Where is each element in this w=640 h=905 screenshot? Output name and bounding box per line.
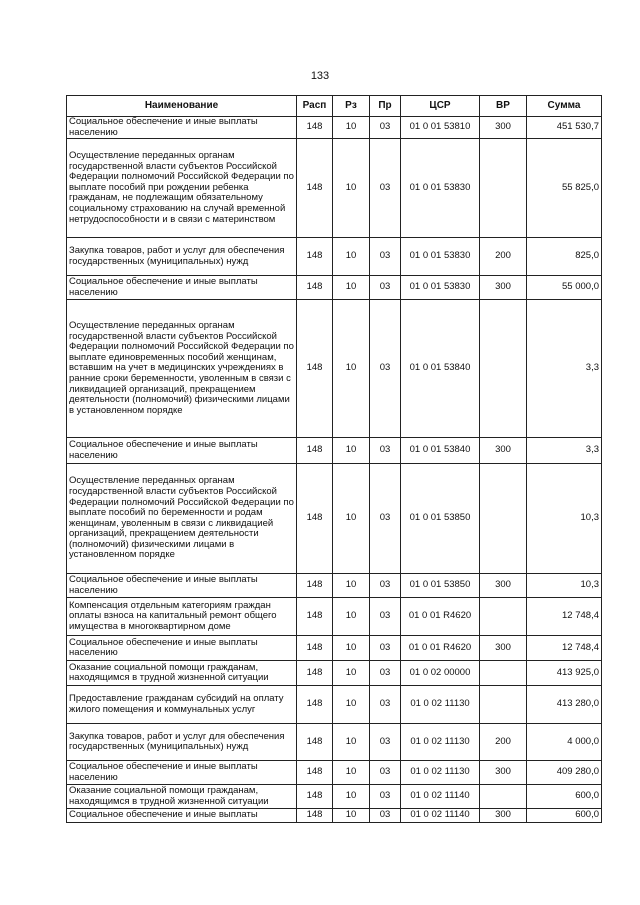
cell-vr: 300 bbox=[480, 761, 527, 785]
cell-csr: 01 0 01 53850 bbox=[401, 464, 480, 574]
table-row bbox=[67, 724, 602, 761]
cell-name: Социальное обеспечение и иные выплаты населению bbox=[67, 761, 297, 785]
table-row bbox=[67, 598, 602, 636]
cell-sum: 413 925,0 bbox=[527, 661, 602, 686]
table-row bbox=[67, 661, 602, 686]
cell-csr: 01 0 01 53840 bbox=[401, 438, 480, 464]
cell-csr: 01 0 01 53830 bbox=[401, 238, 480, 276]
cell-rasp: 148 bbox=[297, 117, 333, 139]
table-row bbox=[67, 574, 602, 598]
table-row bbox=[67, 438, 602, 464]
table-row bbox=[67, 761, 602, 785]
cell-pr: 03 bbox=[370, 724, 401, 761]
cell-rasp: 148 bbox=[297, 139, 333, 238]
cell-name: Социальное обеспечение и иные выплаты населению bbox=[67, 117, 297, 139]
cell-csr: 01 0 02 11130 bbox=[401, 686, 480, 724]
cell-rz: 10 bbox=[333, 761, 370, 785]
header-sum: Сумма bbox=[527, 96, 602, 117]
cell-csr: 01 0 02 11140 bbox=[401, 785, 480, 809]
cell-sum: 825,0 bbox=[527, 238, 602, 276]
cell-name: Социальное обеспечение и иные выплаты населению bbox=[67, 636, 297, 661]
cell-pr: 03 bbox=[370, 300, 401, 438]
cell-rz: 10 bbox=[333, 686, 370, 724]
table-row bbox=[67, 117, 602, 139]
cell-rasp: 148 bbox=[297, 724, 333, 761]
table-row bbox=[67, 464, 602, 574]
cell-pr: 03 bbox=[370, 761, 401, 785]
cell-sum: 3,3 bbox=[527, 438, 602, 464]
cell-csr: 01 0 02 11130 bbox=[401, 761, 480, 785]
header-pr: Пр bbox=[370, 96, 401, 117]
cell-vr: 300 bbox=[480, 276, 527, 300]
cell-rasp: 148 bbox=[297, 636, 333, 661]
cell-rz: 10 bbox=[333, 300, 370, 438]
cell-sum: 451 530,7 bbox=[527, 117, 602, 139]
cell-sum: 55 000,0 bbox=[527, 276, 602, 300]
cell-sum: 600,0 bbox=[527, 785, 602, 809]
cell-csr: 01 0 01 53830 bbox=[401, 139, 480, 238]
cell-sum: 12 748,4 bbox=[527, 636, 602, 661]
header-rasp: Расп bbox=[297, 96, 333, 117]
cell-csr: 01 0 01 R4620 bbox=[401, 598, 480, 636]
cell-rz: 10 bbox=[333, 724, 370, 761]
cell-name: Осуществление переданных органам государственной власти субъектов Российской Федерации полномочий Российской Федерации по выплате единовременных пособий женщинам, вставшим на учет в медицинских учреждениях в ранние сроки беременности, уволенным в связи с ликвидацией организаций, прекращением деятельности (полномочий) физическими лицами в установленном порядке bbox=[67, 300, 297, 438]
cell-sum: 4 000,0 bbox=[527, 724, 602, 761]
table-row bbox=[67, 809, 602, 823]
cell-pr: 03 bbox=[370, 139, 401, 238]
cell-pr: 03 bbox=[370, 464, 401, 574]
budget-table bbox=[66, 95, 602, 823]
cell-sum: 3,3 bbox=[527, 300, 602, 438]
cell-pr: 03 bbox=[370, 238, 401, 276]
cell-rz: 10 bbox=[333, 238, 370, 276]
cell-name: Социальное обеспечение и иные выплаты населению bbox=[67, 574, 297, 598]
cell-rasp: 148 bbox=[297, 686, 333, 724]
cell-sum: 10,3 bbox=[527, 574, 602, 598]
cell-pr: 03 bbox=[370, 574, 401, 598]
cell-csr: 01 0 02 11130 bbox=[401, 724, 480, 761]
header-vr: ВР bbox=[480, 96, 527, 117]
table-row bbox=[67, 300, 602, 438]
table-row bbox=[67, 785, 602, 809]
table-row bbox=[67, 686, 602, 724]
cell-vr bbox=[480, 464, 527, 574]
cell-rasp: 148 bbox=[297, 761, 333, 785]
header-name: Наименование bbox=[67, 96, 297, 117]
cell-pr: 03 bbox=[370, 636, 401, 661]
cell-pr: 03 bbox=[370, 661, 401, 686]
cell-name: Предоставление гражданам субсидий на оплату жилого помещения и коммунальных услуг bbox=[67, 686, 297, 724]
cell-name: Закупка товаров, работ и услуг для обеспечения государственных (муниципальных) нужд bbox=[67, 238, 297, 276]
cell-vr: 200 bbox=[480, 238, 527, 276]
cell-name: Осуществление переданных органам государственной власти субъектов Российской Федерации полномочий Российской Федерации по выплате пособий по беременности и родам женщинам, уволенным в связи с ликвидацией организаций, прекращением деятельности (полномочий) физическими лицами в установленном порядке bbox=[67, 464, 297, 574]
cell-vr: 300 bbox=[480, 636, 527, 661]
cell-csr: 01 0 02 11140 bbox=[401, 809, 480, 823]
cell-name: Оказание социальной помощи гражданам, находящимся в трудной жизненной ситуации bbox=[67, 661, 297, 686]
cell-name: Компенсация отдельным категориям граждан оплаты взноса на капитальный ремонт общего имущества в многоквартирном доме bbox=[67, 598, 297, 636]
cell-name: Социальное обеспечение и иные выплаты населению bbox=[67, 276, 297, 300]
cell-vr bbox=[480, 300, 527, 438]
table-row bbox=[67, 238, 602, 276]
header-rz: Рз bbox=[333, 96, 370, 117]
cell-vr bbox=[480, 785, 527, 809]
cell-vr bbox=[480, 686, 527, 724]
cell-rz: 10 bbox=[333, 809, 370, 823]
cell-rz: 10 bbox=[333, 139, 370, 238]
cell-name: Социальное обеспечение и иные выплаты bbox=[67, 809, 297, 823]
cell-rz: 10 bbox=[333, 598, 370, 636]
cell-rasp: 148 bbox=[297, 598, 333, 636]
cell-vr: 300 bbox=[480, 809, 527, 823]
cell-sum: 55 825,0 bbox=[527, 139, 602, 238]
cell-csr: 01 0 01 53840 bbox=[401, 300, 480, 438]
cell-vr: 300 bbox=[480, 117, 527, 139]
cell-name: Осуществление переданных органам государственной власти субъектов Российской Федерации полномочий Российской Федерации по выплате пособий при рождении ребенка гражданам, не подлежащим обязательному социальному страхованию на случай временной нетрудоспособности и в связи с материнством bbox=[67, 139, 297, 238]
cell-name: Оказание социальной помощи гражданам, находящимся в трудной жизненной ситуации bbox=[67, 785, 297, 809]
cell-rasp: 148 bbox=[297, 661, 333, 686]
cell-csr: 01 0 01 53830 bbox=[401, 276, 480, 300]
cell-rz: 10 bbox=[333, 785, 370, 809]
header-row bbox=[67, 96, 602, 117]
cell-csr: 01 0 01 R4620 bbox=[401, 636, 480, 661]
cell-rz: 10 bbox=[333, 276, 370, 300]
cell-rasp: 148 bbox=[297, 276, 333, 300]
cell-vr: 300 bbox=[480, 574, 527, 598]
cell-sum: 413 280,0 bbox=[527, 686, 602, 724]
cell-csr: 01 0 01 53810 bbox=[401, 117, 480, 139]
cell-rz: 10 bbox=[333, 636, 370, 661]
cell-vr bbox=[480, 139, 527, 238]
cell-rasp: 148 bbox=[297, 574, 333, 598]
cell-rasp: 148 bbox=[297, 300, 333, 438]
cell-vr bbox=[480, 661, 527, 686]
cell-vr bbox=[480, 598, 527, 636]
cell-rz: 10 bbox=[333, 574, 370, 598]
cell-rasp: 148 bbox=[297, 238, 333, 276]
table-row bbox=[67, 276, 602, 300]
table-row bbox=[67, 139, 602, 238]
cell-rasp: 148 bbox=[297, 809, 333, 823]
cell-rasp: 148 bbox=[297, 785, 333, 809]
cell-sum: 12 748,4 bbox=[527, 598, 602, 636]
cell-rasp: 148 bbox=[297, 464, 333, 574]
cell-pr: 03 bbox=[370, 117, 401, 139]
header-csr: ЦСР bbox=[401, 96, 480, 117]
cell-pr: 03 bbox=[370, 598, 401, 636]
cell-sum: 600,0 bbox=[527, 809, 602, 823]
cell-pr: 03 bbox=[370, 438, 401, 464]
cell-rasp: 148 bbox=[297, 438, 333, 464]
cell-pr: 03 bbox=[370, 809, 401, 823]
page-number: 133 bbox=[310, 70, 330, 82]
cell-sum: 409 280,0 bbox=[527, 761, 602, 785]
cell-rz: 10 bbox=[333, 661, 370, 686]
cell-name: Социальное обеспечение и иные выплаты населению bbox=[67, 438, 297, 464]
cell-pr: 03 bbox=[370, 785, 401, 809]
table-body bbox=[67, 117, 602, 823]
cell-rz: 10 bbox=[333, 117, 370, 139]
cell-vr: 300 bbox=[480, 438, 527, 464]
cell-name: Закупка товаров, работ и услуг для обеспечения государственных (муниципальных) нужд bbox=[67, 724, 297, 761]
cell-csr: 01 0 01 53850 bbox=[401, 574, 480, 598]
table-row bbox=[67, 636, 602, 661]
cell-csr: 01 0 02 00000 bbox=[401, 661, 480, 686]
cell-pr: 03 bbox=[370, 686, 401, 724]
cell-rz: 10 bbox=[333, 464, 370, 574]
cell-sum: 10,3 bbox=[527, 464, 602, 574]
cell-vr: 200 bbox=[480, 724, 527, 761]
cell-pr: 03 bbox=[370, 276, 401, 300]
cell-rz: 10 bbox=[333, 438, 370, 464]
